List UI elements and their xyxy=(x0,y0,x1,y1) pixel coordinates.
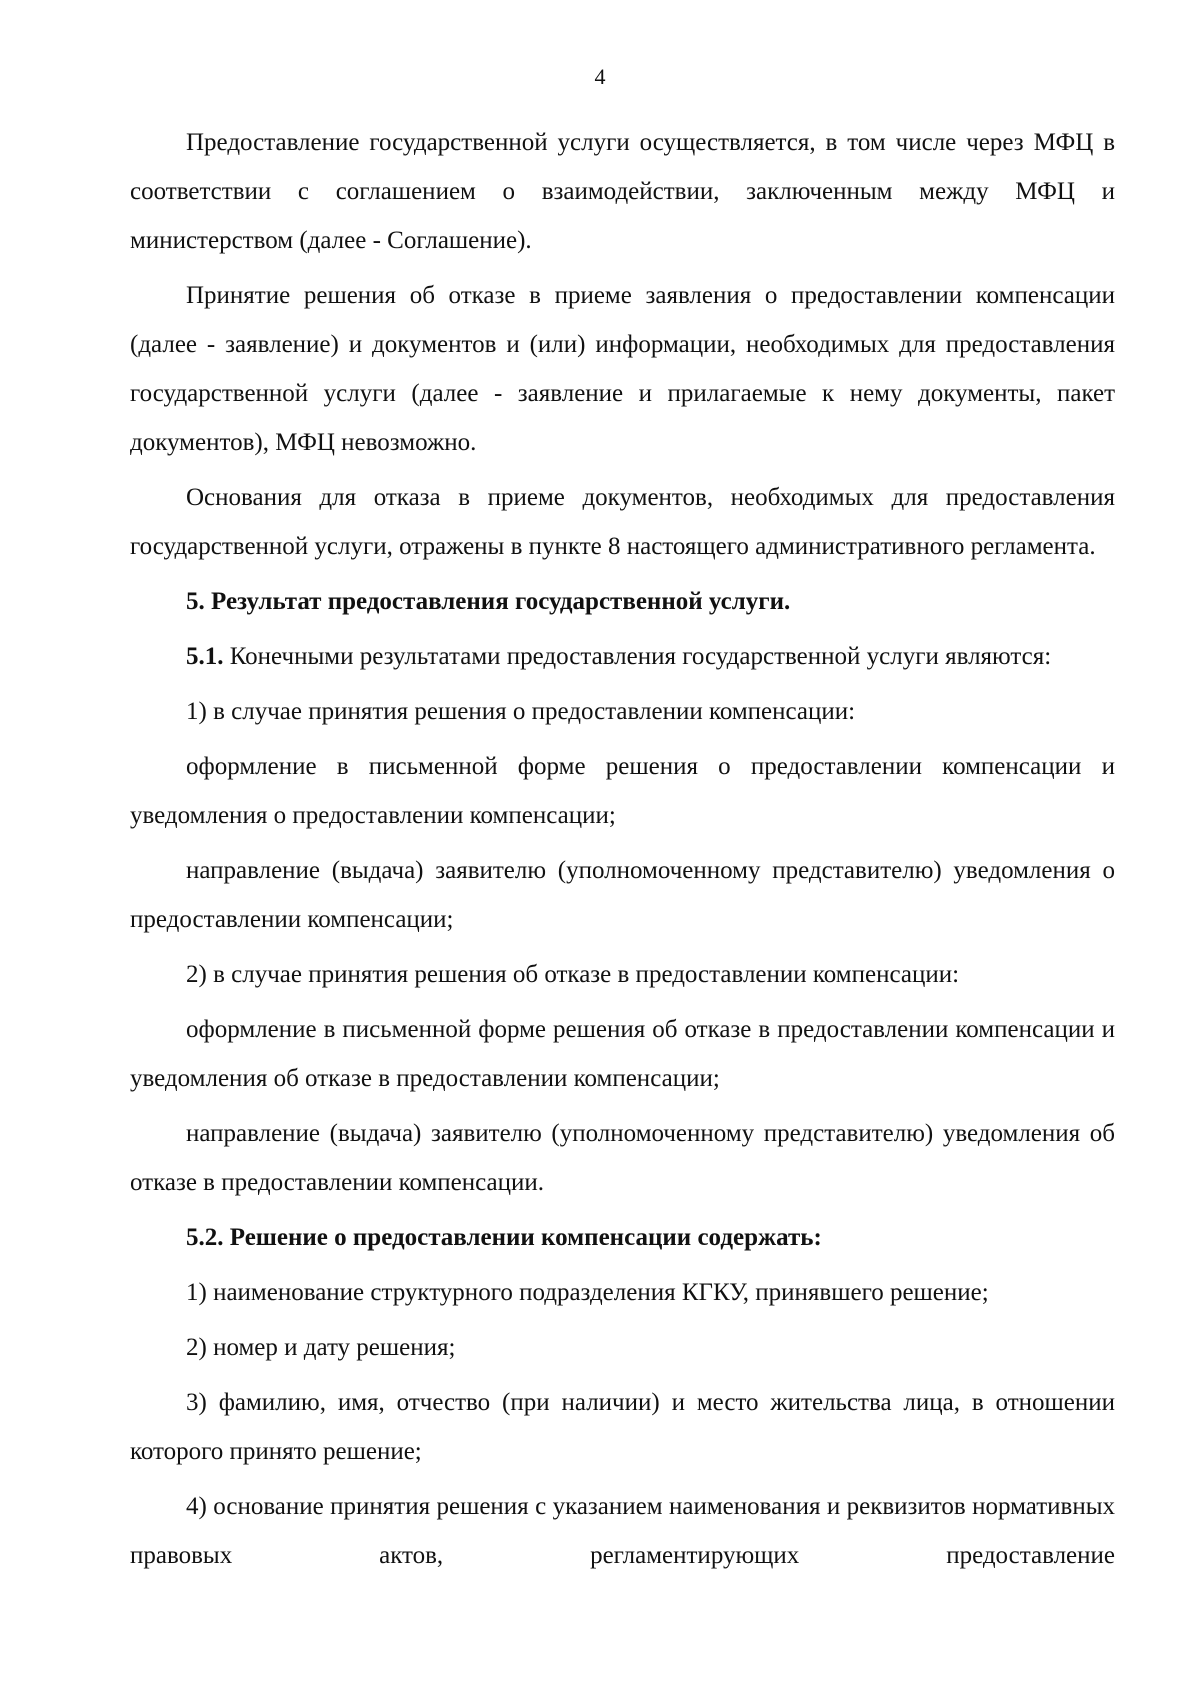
paragraph-refusal-grounds: Основания для отказа в приеме документов, необходимых для предоставления государственной услуги, отражены в пункте 8 настоящего административного регламента. xyxy=(130,484,1115,560)
decision-content-item: 3) фамилию, имя, отчество (при наличии) и место жительства лица, в отношении которого принято решение; xyxy=(130,1389,1115,1465)
paragraph-mfc-provision: Предоставление государственной услуги осуществляется, в том числе через МФЦ в соответствии с соглашением о взаимодействии, заключенным между МФЦ и министерством (далее - Соглашение). xyxy=(130,129,1115,254)
result-item: 2) в случае принятия решения об отказе в предоставлении компенсации: xyxy=(186,961,960,988)
paragraph-refusal-impossible: Принятие решения об отказе в приеме заявления о предоставлении компенсации (далее - заявление) и документов и (или) информации, необходимых для предоставления государственной услуги (далее - заявление и прилагаемые к нему документы, пакет документов), МФЦ невозможно. xyxy=(130,282,1115,456)
result-item: оформление в письменной форме решения об отказе в предоставлении компенсации и уведомления об отказе в предоставлении компенсации; xyxy=(130,1016,1115,1092)
decision-content-item: 4) основание принятия решения с указанием наименования и реквизитов нормативных правовых актов, регламентирующих предоставление xyxy=(130,1493,1115,1569)
result-item: направление (выдача) заявителю (уполномоченному представителю) уведомления о предоставлении компенсации; xyxy=(130,857,1115,933)
section-5-2-heading: 5.2. Решение о предоставлении компенсации содержать: xyxy=(186,1224,822,1251)
paragraph-5-1-number: 5.1. xyxy=(186,643,224,670)
page-number: 4 xyxy=(594,64,606,89)
decision-content-item: 1) наименование структурного подразделения КГКУ, принявшего решение; xyxy=(186,1279,989,1306)
paragraph-5-1-text: Конечными результатами предоставления государственной услуги являются: xyxy=(223,643,1052,670)
result-item: оформление в письменной форме решения о предоставлении компенсации и уведомления о предоставлении компенсации; xyxy=(130,753,1115,829)
result-item: направление (выдача) заявителю (уполномоченному представителю) уведомления об отказе в предоставлении компенсации. xyxy=(130,1120,1115,1196)
document-body xyxy=(130,118,1115,1586)
decision-content-item: 2) номер и дату решения; xyxy=(186,1334,456,1361)
section-5-heading: 5. Результат предоставления государственной услуги. xyxy=(186,588,791,615)
paragraph-5-1 xyxy=(130,632,1115,681)
result-item: 1) в случае принятия решения о предоставлении компенсации: xyxy=(186,698,856,725)
